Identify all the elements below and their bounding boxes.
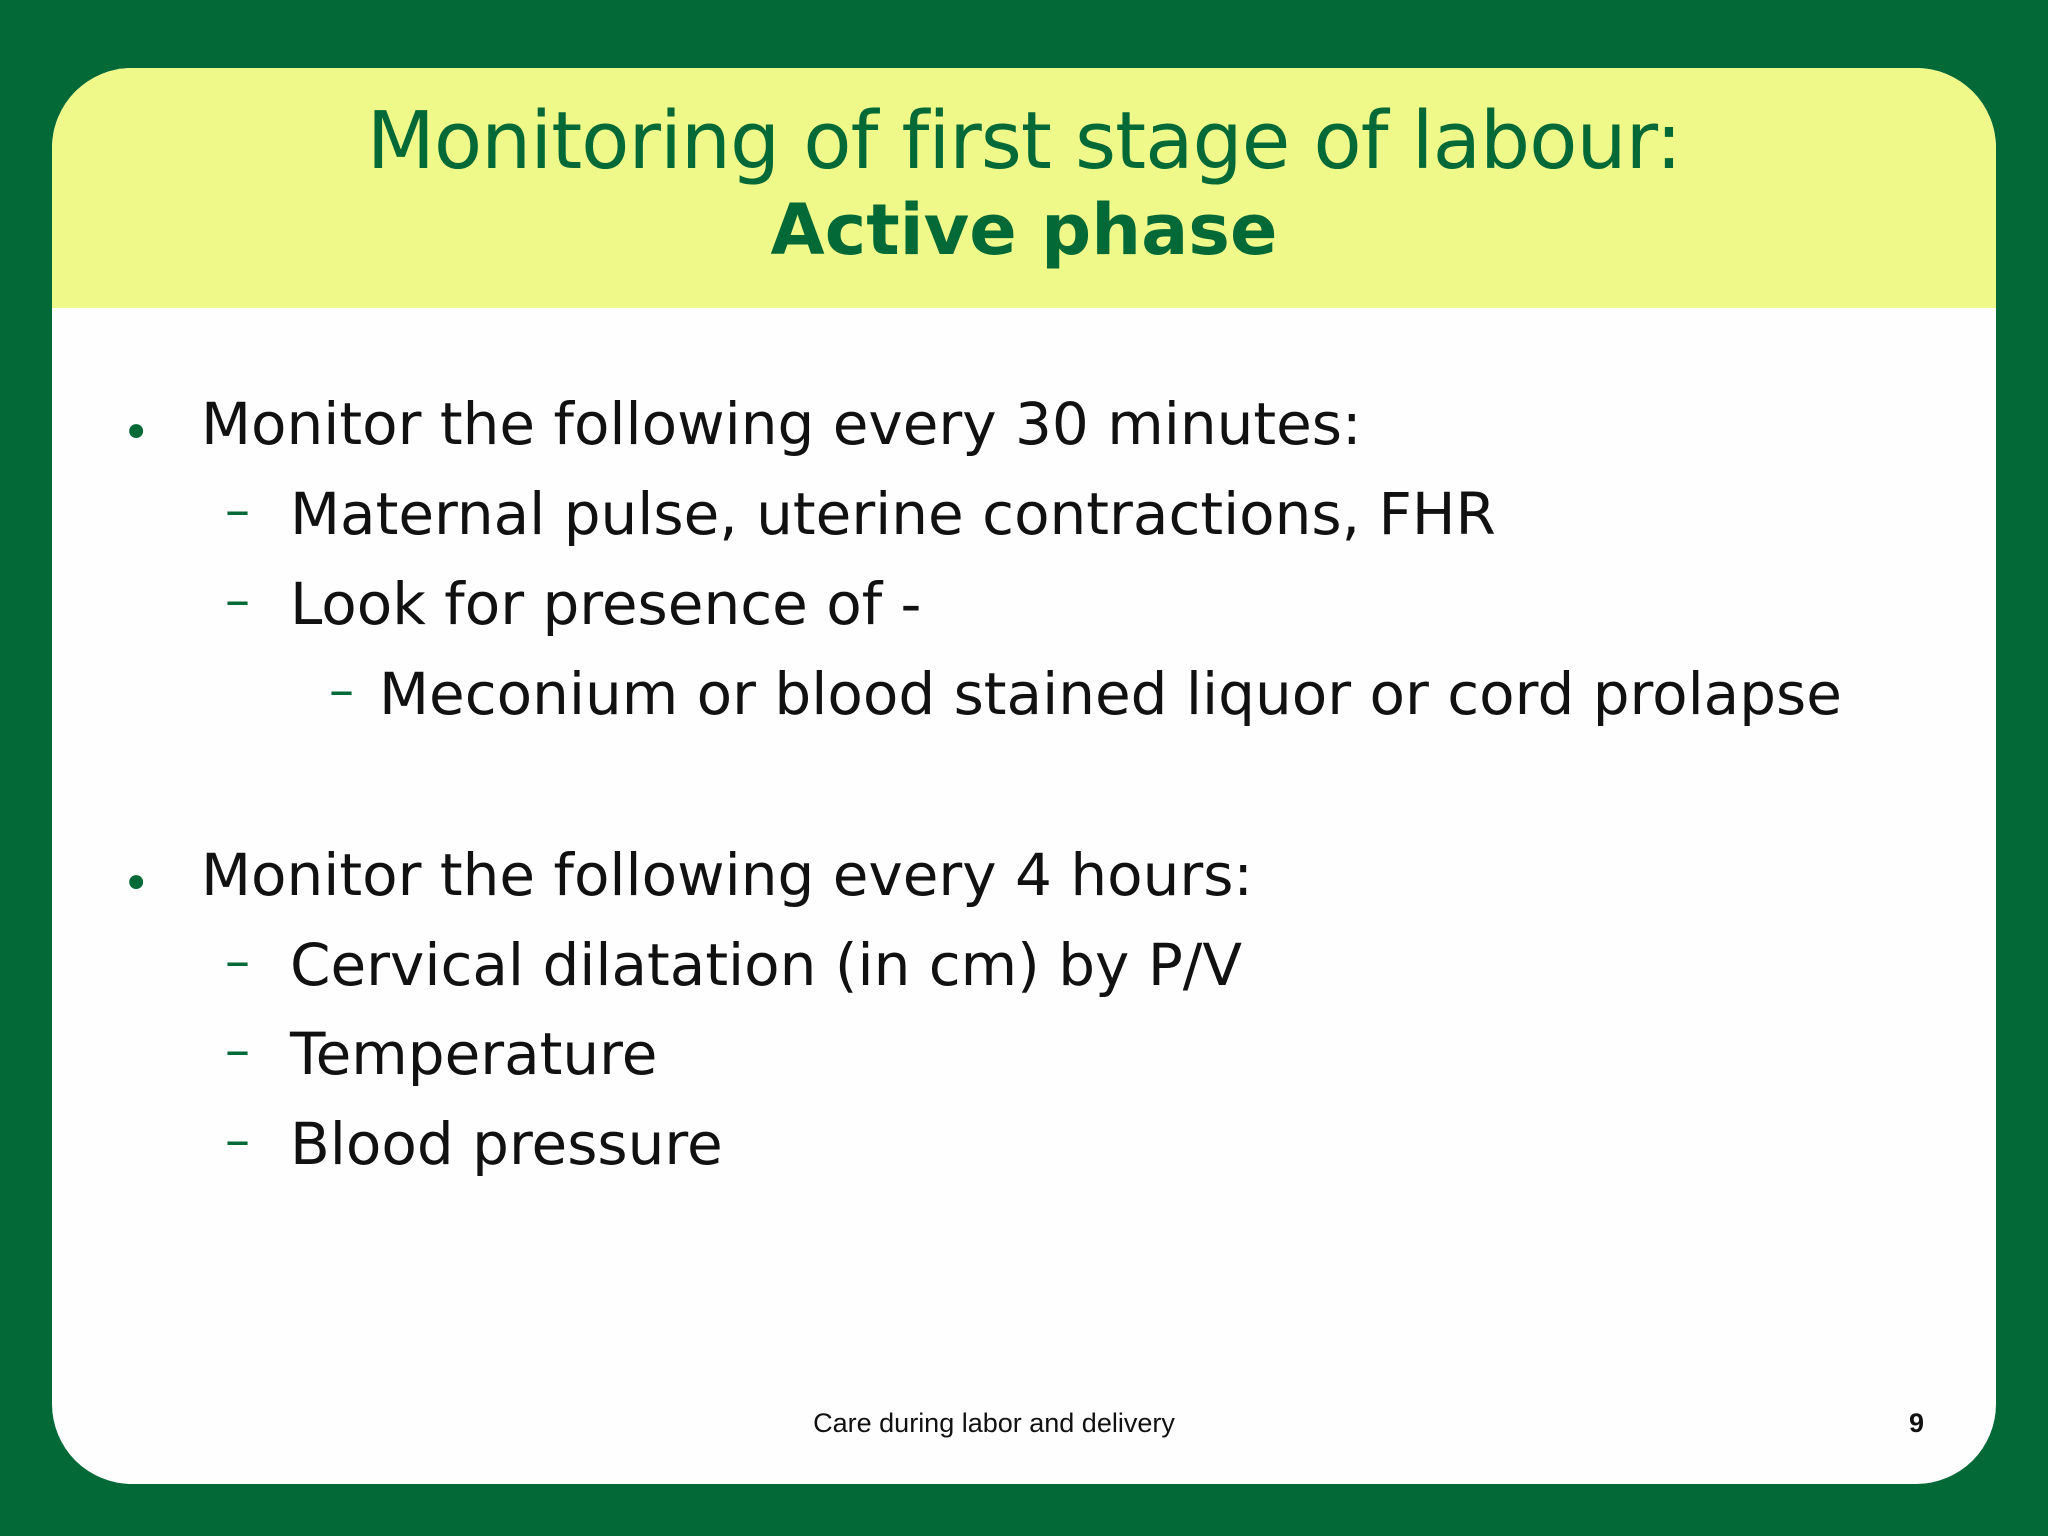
list-item: Monitor the following every 4 hours:	[201, 841, 1253, 909]
dash-marker: –	[225, 1021, 250, 1079]
list-item: Monitor the following every 30 minutes:	[201, 390, 1362, 458]
dash-marker: –	[225, 1111, 250, 1169]
footer-text: Care during labor and delivery	[813, 1408, 1175, 1438]
bullet-marker: •	[122, 856, 151, 912]
bullet-list	[52, 68, 1996, 1484]
slide-panel	[52, 68, 1996, 1484]
slide-title: Monitoring of first stage of labour:	[366, 95, 1682, 187]
list-item: Meconium or blood stained liquor or cord prolapse	[379, 660, 1842, 728]
bullet-marker: •	[122, 405, 151, 461]
dash-marker: –	[329, 661, 354, 719]
list-item: Look for presence of -	[290, 570, 922, 638]
list-item: Temperature	[290, 1020, 658, 1088]
slide-subtitle: Active phase	[770, 189, 1278, 271]
page-number: 9	[1908, 1408, 1924, 1438]
list-item: Blood pressure	[290, 1110, 723, 1178]
dash-marker: –	[225, 571, 250, 629]
dash-marker: –	[225, 932, 250, 990]
dash-marker: –	[225, 481, 250, 539]
list-item: Cervical dilatation (in cm) by P/V	[290, 931, 1243, 999]
list-item: Maternal pulse, uterine contractions, FHR	[290, 480, 1496, 548]
